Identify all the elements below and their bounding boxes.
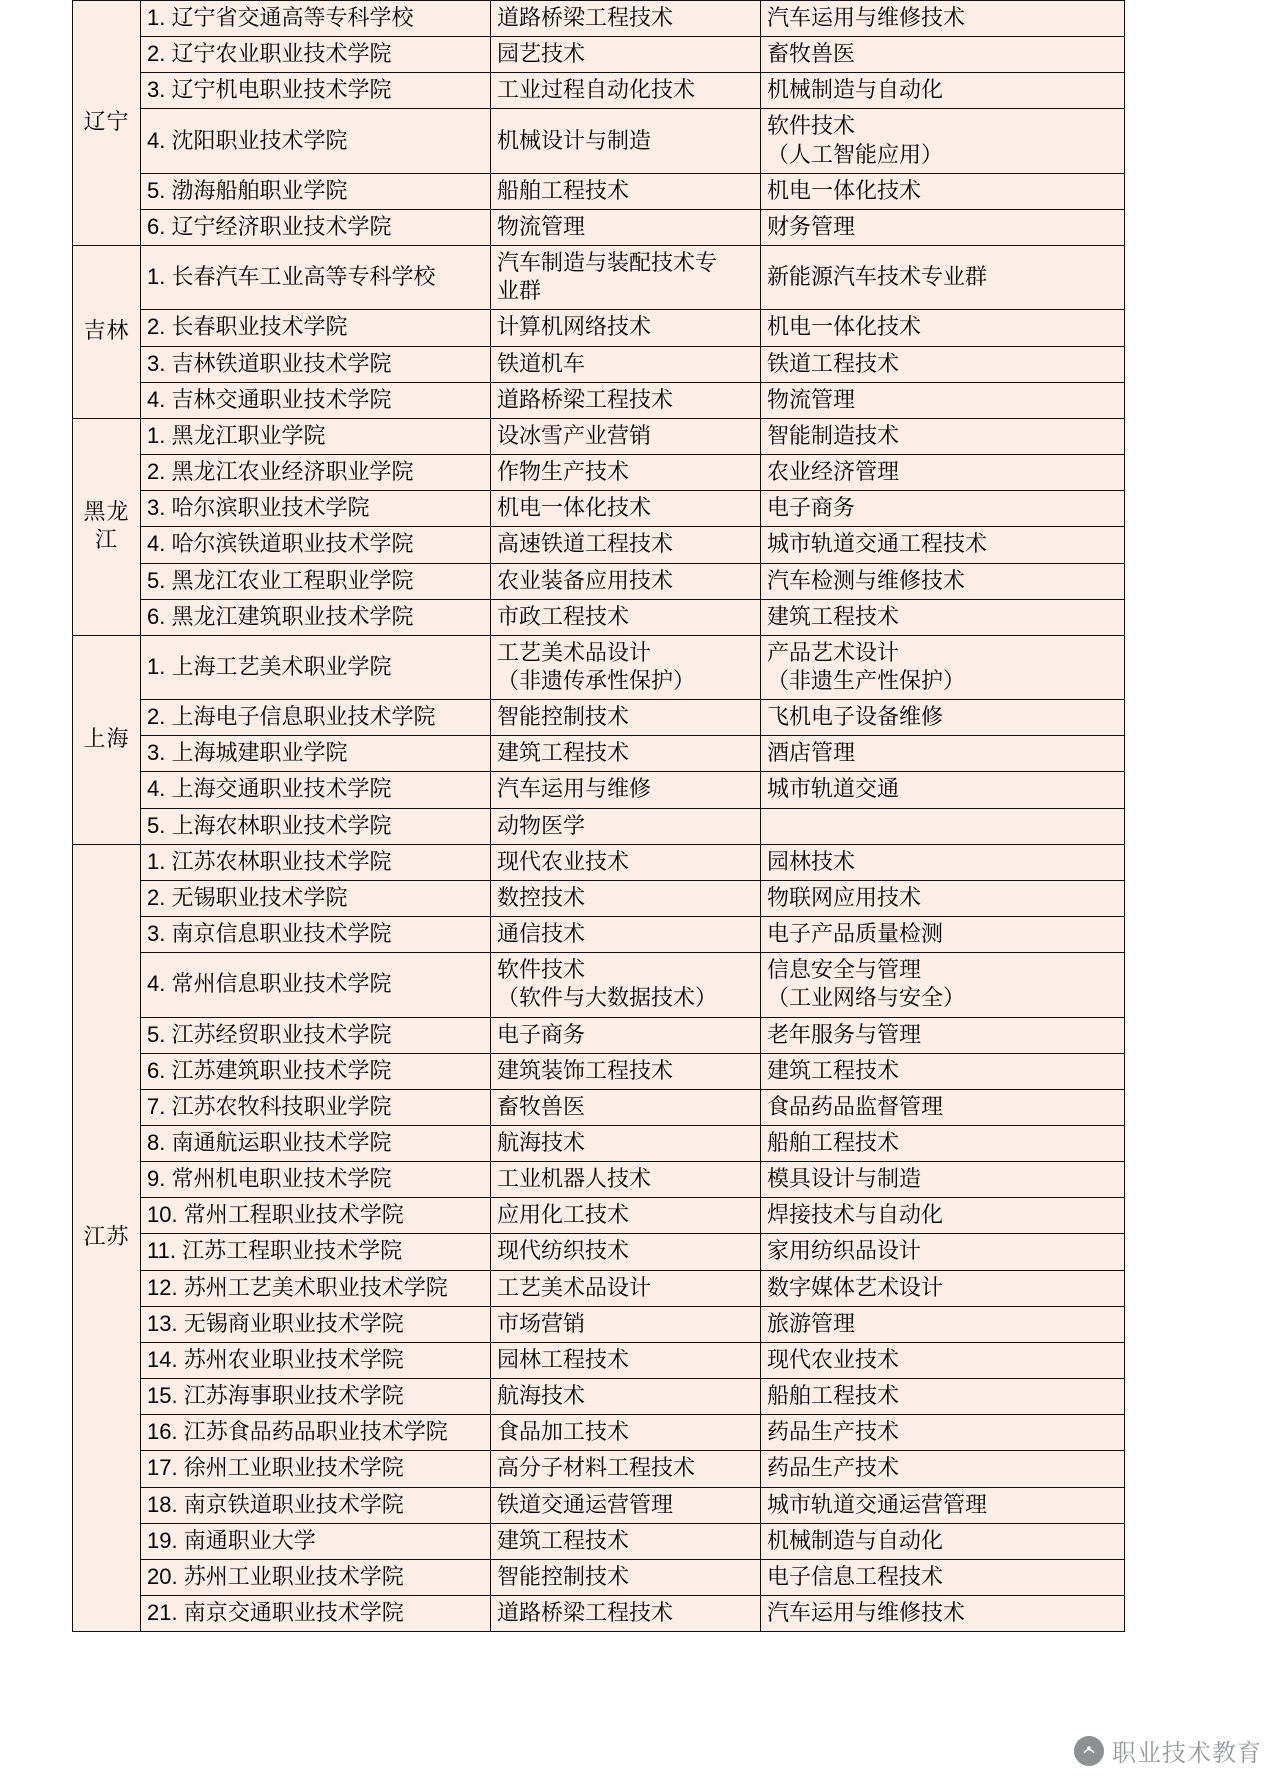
major-one-cell [491,246,761,310]
major-line: 信息安全与管理 [767,957,922,983]
major-one-cell [491,635,761,699]
table-row [73,635,1125,699]
major-two-cell: 飞机电子设备维修 [761,700,1125,736]
school-name-cell: 4. 沈阳职业技术学院 [141,109,491,173]
major-one-cell: 设冰雪产业营销 [491,418,761,454]
table-row [73,73,1125,109]
major-two-cell: 数字媒体艺术设计 [761,1270,1125,1306]
major-two-cell: 农业经济管理 [761,455,1125,491]
school-name-cell: 1. 长春汽车工业高等专科学校 [141,246,491,310]
school-name-cell: 5. 黑龙江农业工程职业学院 [141,563,491,599]
table-row [73,1415,1125,1451]
major-two-cell: 城市轨道交通工程技术 [761,527,1125,563]
major-two-cell: 建筑工程技术 [761,599,1125,635]
table-row [73,37,1125,73]
school-name-cell: 17. 徐州工业职业技术学院 [141,1451,491,1487]
major-two-cell: 汽车运用与维修技术 [761,1,1125,37]
table-row [73,736,1125,772]
school-name-cell: 4. 吉林交通职业技术学院 [141,382,491,418]
major-two-cell [761,953,1125,1017]
table-row [73,418,1125,454]
watermark [1074,1733,1262,1768]
major-two-cell [761,808,1125,844]
major-one-cell: 食品加工技术 [491,1415,761,1451]
major-two-cell: 模具设计与制造 [761,1162,1125,1198]
major-line: （软件与大数据技术） [497,985,718,1011]
major-one-cell: 船舶工程技术 [491,173,761,209]
school-major-table [72,0,1125,1632]
major-one-cell: 通信技术 [491,917,761,953]
major-one-cell: 畜牧兽医 [491,1089,761,1125]
school-name-cell: 5. 江苏经贸职业技术学院 [141,1017,491,1053]
table-row [73,917,1125,953]
school-name-cell: 14. 苏州农业职业技术学院 [141,1342,491,1378]
major-two-cell: 机械制造与自动化 [761,73,1125,109]
school-name-cell: 3. 哈尔滨职业技术学院 [141,491,491,527]
major-two-cell: 药品生产技术 [761,1415,1125,1451]
school-name-cell: 3. 上海城建职业学院 [141,736,491,772]
major-two-cell: 智能制造技术 [761,418,1125,454]
school-name-cell: 1. 黑龙江职业学院 [141,418,491,454]
major-line: 汽车制造与装配技术专 [497,250,718,276]
major-one-cell: 农业装备应用技术 [491,563,761,599]
major-line: 软件技术 [767,113,856,139]
table-row [73,1306,1125,1342]
table-row [73,1,1125,37]
table-row [73,1596,1125,1632]
major-one-cell: 铁道交通运营管理 [491,1487,761,1523]
table-row [73,599,1125,635]
school-name-cell: 4. 上海交通职业技术学院 [141,772,491,808]
table-row [73,209,1125,245]
table-row [73,346,1125,382]
major-one-cell: 工业过程自动化技术 [491,73,761,109]
major-two-cell: 酒店管理 [761,736,1125,772]
table-row [73,382,1125,418]
school-name-cell: 2. 辽宁农业职业技术学院 [141,37,491,73]
table-row [73,1379,1125,1415]
major-two-cell: 汽车检测与维修技术 [761,563,1125,599]
table-row [73,1451,1125,1487]
major-two-cell: 电子商务 [761,491,1125,527]
major-two-cell: 城市轨道交通 [761,772,1125,808]
major-two-cell: 财务管理 [761,209,1125,245]
school-name-cell: 7. 江苏农牧科技职业学院 [141,1089,491,1125]
major-two-cell: 老年服务与管理 [761,1017,1125,1053]
school-name-cell: 6. 辽宁经济职业技术学院 [141,209,491,245]
province-cell: 上海 [73,635,141,844]
major-one-cell: 机电一体化技术 [491,491,761,527]
major-one-cell: 市场营销 [491,1306,761,1342]
table-row [73,1234,1125,1270]
school-name-cell: 6. 黑龙江建筑职业技术学院 [141,599,491,635]
major-two-cell: 新能源汽车技术专业群 [761,246,1125,310]
major-one-cell: 机械设计与制造 [491,109,761,173]
major-two-cell [761,635,1125,699]
school-name-cell: 4. 常州信息职业技术学院 [141,953,491,1017]
table-row [73,173,1125,209]
major-two-cell: 建筑工程技术 [761,1053,1125,1089]
major-two-cell: 焊接技术与自动化 [761,1198,1125,1234]
major-line: 产品艺术设计 [767,639,900,665]
table-row [73,772,1125,808]
major-two-cell: 船舶工程技术 [761,1126,1125,1162]
major-one-cell: 高分子材料工程技术 [491,1451,761,1487]
table-row [73,1053,1125,1089]
major-two-cell: 汽车运用与维修技术 [761,1596,1125,1632]
major-one-cell: 动物医学 [491,808,761,844]
major-one-cell: 作物生产技术 [491,455,761,491]
major-one-cell: 现代纺织技术 [491,1234,761,1270]
table-row [73,1270,1125,1306]
major-two-cell: 船舶工程技术 [761,1379,1125,1415]
major-one-cell: 建筑装饰工程技术 [491,1053,761,1089]
school-name-cell: 5. 渤海船舶职业学院 [141,173,491,209]
school-name-cell: 11. 江苏工程职业技术学院 [141,1234,491,1270]
province-cell: 黑龙江 [73,418,141,635]
major-one-cell: 建筑工程技术 [491,736,761,772]
major-two-cell: 畜牧兽医 [761,37,1125,73]
major-two-cell: 电子信息工程技术 [761,1559,1125,1595]
table-row [73,844,1125,880]
major-one-cell: 智能控制技术 [491,1559,761,1595]
major-one-cell: 物流管理 [491,209,761,245]
table-row [73,953,1125,1017]
school-name-cell: 12. 苏州工艺美术职业技术学院 [141,1270,491,1306]
school-name-cell: 2. 无锡职业技术学院 [141,880,491,916]
major-one-cell: 铁道机车 [491,346,761,382]
table-row [73,1559,1125,1595]
school-name-cell: 5. 上海农林职业技术学院 [141,808,491,844]
major-two-cell: 物流管理 [761,382,1125,418]
school-name-cell: 3. 吉林铁道职业技术学院 [141,346,491,382]
major-one-cell: 工艺美术品设计 [491,1270,761,1306]
school-name-cell: 1. 辽宁省交通高等专科学校 [141,1,491,37]
table-row [73,1198,1125,1234]
table-row [73,1523,1125,1559]
school-name-cell: 21. 南京交通职业技术学院 [141,1596,491,1632]
table-row [73,455,1125,491]
school-name-cell: 9. 常州机电职业技术学院 [141,1162,491,1198]
table-row [73,808,1125,844]
school-name-cell: 3. 辽宁机电职业技术学院 [141,73,491,109]
major-one-cell [491,953,761,1017]
table-row [73,310,1125,346]
major-one-cell: 航海技术 [491,1379,761,1415]
major-two-cell: 旅游管理 [761,1306,1125,1342]
major-line: （非遗生产性保护） [767,667,966,693]
school-name-cell: 15. 江苏海事职业技术学院 [141,1379,491,1415]
major-line: 工艺美术品设计 [497,639,652,665]
major-one-cell: 智能控制技术 [491,700,761,736]
table-row [73,1162,1125,1198]
province-cell: 江苏 [73,844,141,1631]
table-row [73,491,1125,527]
school-name-cell: 18. 南京铁道职业技术学院 [141,1487,491,1523]
school-name-cell: 1. 上海工艺美术职业学院 [141,635,491,699]
major-one-cell: 汽车运用与维修 [491,772,761,808]
province-cell: 吉林 [73,246,141,419]
major-one-cell: 现代农业技术 [491,844,761,880]
school-name-cell: 20. 苏州工业职业技术学院 [141,1559,491,1595]
major-one-cell: 航海技术 [491,1126,761,1162]
table-row [73,109,1125,173]
school-name-cell: 3. 南京信息职业技术学院 [141,917,491,953]
school-name-cell: 6. 江苏建筑职业技术学院 [141,1053,491,1089]
major-two-cell: 食品药品监督管理 [761,1089,1125,1125]
school-name-cell: 2. 长春职业技术学院 [141,310,491,346]
major-two-cell: 机械制造与自动化 [761,1523,1125,1559]
table-row [73,1089,1125,1125]
major-line: （工业网络与安全） [767,985,966,1011]
table-row [73,1017,1125,1053]
major-one-cell: 道路桥梁工程技术 [491,1,761,37]
school-name-cell: 4. 哈尔滨铁道职业技术学院 [141,527,491,563]
major-two-cell: 药品生产技术 [761,1451,1125,1487]
major-line: 业群 [497,278,542,304]
school-name-cell: 13. 无锡商业职业技术学院 [141,1306,491,1342]
watermark-text: 职业技术教育 [1112,1740,1262,1767]
major-two-cell: 现代农业技术 [761,1342,1125,1378]
major-one-cell: 建筑工程技术 [491,1523,761,1559]
major-two-cell: 铁道工程技术 [761,346,1125,382]
major-line: （非遗传承性保护） [497,667,696,693]
major-two-cell: 电子产品质量检测 [761,917,1125,953]
major-one-cell: 工业机器人技术 [491,1162,761,1198]
table-row [73,246,1125,310]
major-two-cell: 城市轨道交通运营管理 [761,1487,1125,1523]
major-one-cell: 道路桥梁工程技术 [491,1596,761,1632]
major-one-cell: 计算机网络技术 [491,310,761,346]
school-name-cell: 8. 南通航运职业技术学院 [141,1126,491,1162]
major-one-cell: 高速铁道工程技术 [491,527,761,563]
table-row [73,527,1125,563]
table-row [73,880,1125,916]
school-name-cell: 2. 黑龙江农业经济职业学院 [141,455,491,491]
major-two-cell: 家用纺织品设计 [761,1234,1125,1270]
major-two-cell: 机电一体化技术 [761,173,1125,209]
major-one-cell: 园林工程技术 [491,1342,761,1378]
major-one-cell: 应用化工技术 [491,1198,761,1234]
school-name-cell: 19. 南通职业大学 [141,1523,491,1559]
school-name-cell: 2. 上海电子信息职业技术学院 [141,700,491,736]
major-one-cell: 数控技术 [491,880,761,916]
major-one-cell: 市政工程技术 [491,599,761,635]
province-cell: 辽宁 [73,1,141,246]
table-row [73,563,1125,599]
school-name-cell: 1. 江苏农林职业技术学院 [141,844,491,880]
table-row [73,1126,1125,1162]
table-row [73,1342,1125,1378]
major-one-cell: 道路桥梁工程技术 [491,382,761,418]
school-name-cell: 10. 常州工程职业技术学院 [141,1198,491,1234]
major-two-cell: 园林技术 [761,844,1125,880]
major-two-cell: 物联网应用技术 [761,880,1125,916]
table-row [73,1487,1125,1523]
school-name-cell: 16. 江苏食品药品职业技术学院 [141,1415,491,1451]
table-row [73,700,1125,736]
major-two-cell [761,109,1125,173]
major-line: （人工智能应用） [767,141,944,167]
circle-logo-icon [1074,1736,1104,1766]
major-one-cell: 电子商务 [491,1017,761,1053]
major-one-cell: 园艺技术 [491,37,761,73]
major-two-cell: 机电一体化技术 [761,310,1125,346]
major-line: 软件技术 [497,957,586,983]
